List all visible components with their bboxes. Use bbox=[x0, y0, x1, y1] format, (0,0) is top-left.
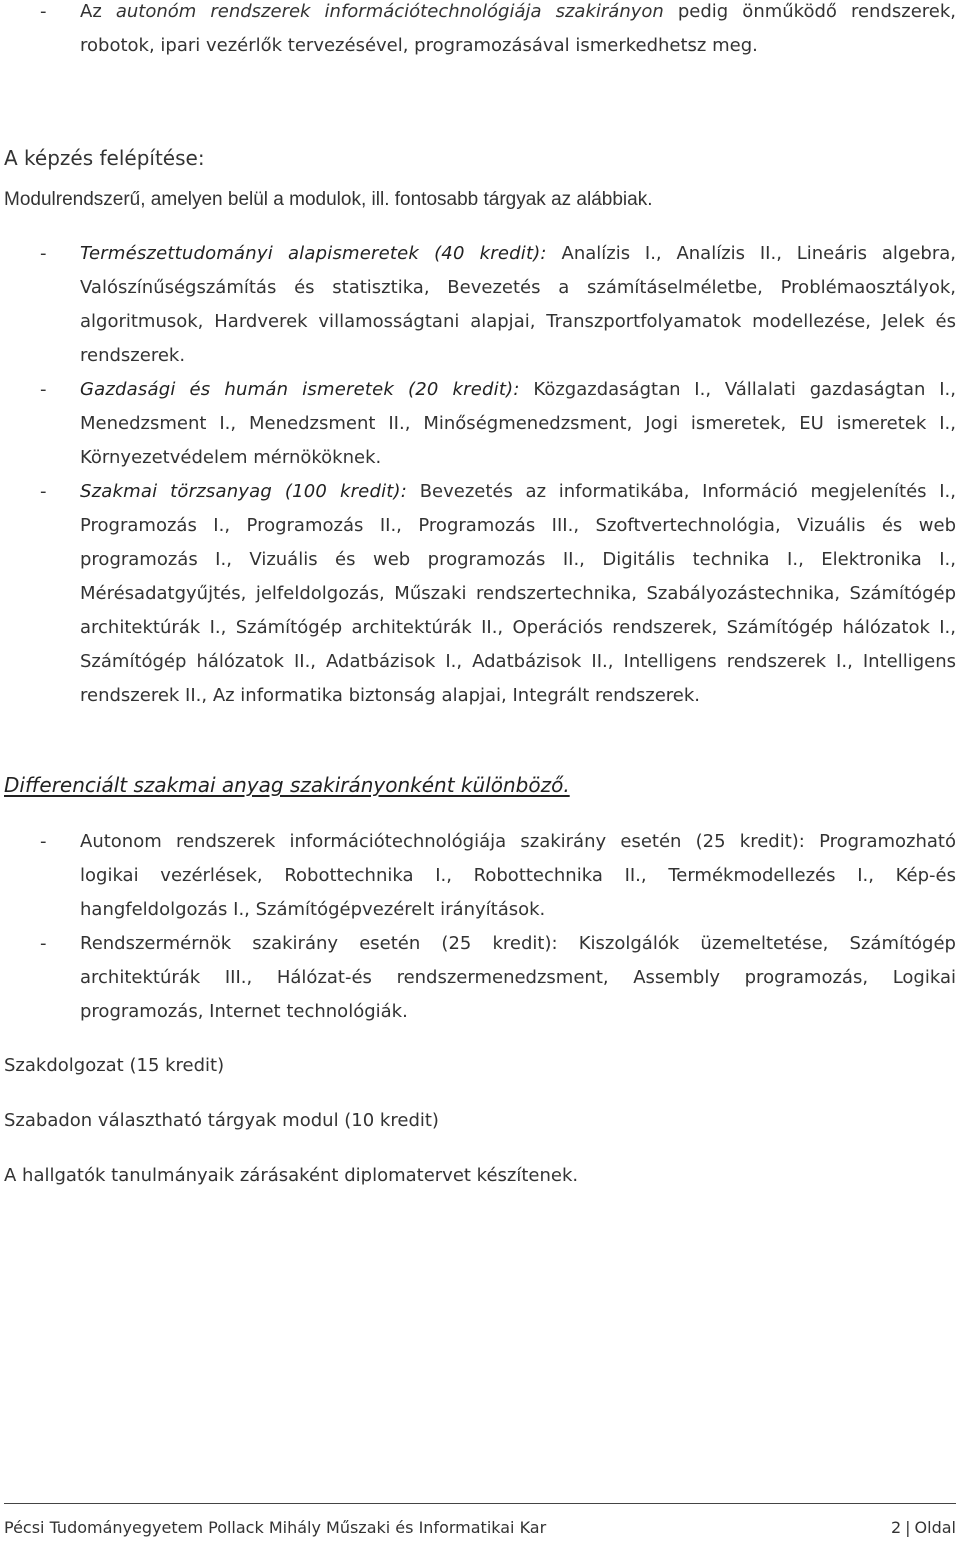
module-title: Gazdasági és humán ismeretek (20 kredit): bbox=[80, 379, 520, 400]
module-subjects: Analízis I., Analízis II., Lineáris algebra, Valószínűségszámítás és statisztika, Bevezetés a számításelméletbe, Problémaosztályok, algoritmusok, Hardverek villamosságtani alapjai, Transzportfolyamatok modellezése, Jelek és rendszerek. bbox=[80, 243, 956, 366]
intro-item-prefix: Az bbox=[80, 1, 116, 22]
footer-institution: Pécsi Tudományegyetem Pollack Mihály Műszaki és Informatikai Kar bbox=[4, 1518, 547, 1537]
intro-item-suffix: pedig önműködő rendszerek, robotok, ipari vezérlők tervezésével, programozásával ismerkedhetsz meg. bbox=[80, 1, 957, 56]
module-item-science bbox=[0, 237, 956, 373]
dash-marker: - bbox=[40, 933, 47, 954]
structure-intro: Modulrendszerű, amelyen belül a modulok, ill. fontosabb tárgyak az alábbiak. bbox=[4, 189, 653, 210]
footer-divider bbox=[4, 1503, 956, 1504]
intro-item-italic: autonóm rendszerek információtechnológiája szakirányon bbox=[115, 1, 664, 22]
module-title: Szakmai törzsanyag (100 kredit): bbox=[80, 481, 408, 502]
modules-list bbox=[0, 237, 956, 713]
dash-marker: - bbox=[40, 1, 47, 22]
closing-line: A hallgatók tanulmányaik zárásaként diplomatervet készítenek. bbox=[4, 1165, 579, 1186]
thesis-line: Szakdolgozat (15 kredit) bbox=[4, 1055, 225, 1076]
specialization-text: Rendszermérnök szakirány esetén (25 kredit): Kiszolgálók üzemeltetése, Számítógép architektúrák III., Hálózat-és rendszermenedzsment, Assembly programozás, Logikai programozás, Internet technológiák. bbox=[80, 933, 956, 1022]
page-separator: | bbox=[905, 1518, 911, 1537]
module-subjects: Közgazdaságtan I., Vállalati gazdaságtan I., Menedzsment I., Menedzsment II., Minőségmenedzsment, Jogi ismeretek, EU ismeretek I., Környezetvédelem mérnököknek. bbox=[80, 379, 956, 468]
specialization-list bbox=[0, 825, 956, 1029]
dash-marker: - bbox=[40, 243, 47, 264]
module-item-economics bbox=[0, 373, 956, 475]
list-item bbox=[0, 0, 956, 63]
electives-line: Szabadon választható tárgyak modul (10 kredit) bbox=[4, 1110, 439, 1131]
specialization-item-system-engineer bbox=[0, 927, 956, 1029]
module-title: Természettudományi alapismeretek (40 kredit): bbox=[80, 243, 547, 264]
dash-marker: - bbox=[40, 831, 47, 852]
page-number: 2 bbox=[890, 1518, 902, 1537]
structure-heading: A képzés felépítése: bbox=[4, 146, 205, 170]
page-label: Oldal bbox=[914, 1518, 956, 1537]
specialization-item-autonomous bbox=[0, 825, 956, 927]
intro-bullet-list bbox=[0, 0, 956, 63]
module-item-core bbox=[0, 475, 956, 713]
dash-marker: - bbox=[40, 481, 47, 502]
specialization-text: Autonom rendszerek információtechnológiája szakirány esetén (25 kredit): Programozható logikai vezérlések, Robottechnika I., Robottechnika II., Termékmodellezés I., Kép-és hangfeldolgozás I., Számítógépvezérelt irányítások. bbox=[80, 831, 956, 920]
footer-page-indicator bbox=[891, 1516, 956, 1540]
differentiated-heading: Differenciált szakmai anyag szakirányonként különböző. bbox=[4, 773, 570, 797]
module-subjects: Bevezetés az informatikába, Információ megjelenítés I., Programozás I., Programozás II., Programozás III., Szoftvertechnológia, Vizuális és web programozás I., Vizuális és web programozás II., Digitális technika I., Elektronika I., Mérésadatgyűjtés, jelfeldolgozás, Műszaki rendszertechnika, Szabályozástechnika, Számítógép architektúrák I., Számítógép architektúrák II., Operációs rendszerek, Számítógép hálózatok I., Számítógép hálózatok II., Adatbázisok I., Adatbázisok II., Intelligens rendszerek I., Intelligens rendszerek II., Az informatika biztonság alapjai, Integrált rendszerek. bbox=[80, 481, 956, 706]
dash-marker: - bbox=[40, 379, 47, 400]
